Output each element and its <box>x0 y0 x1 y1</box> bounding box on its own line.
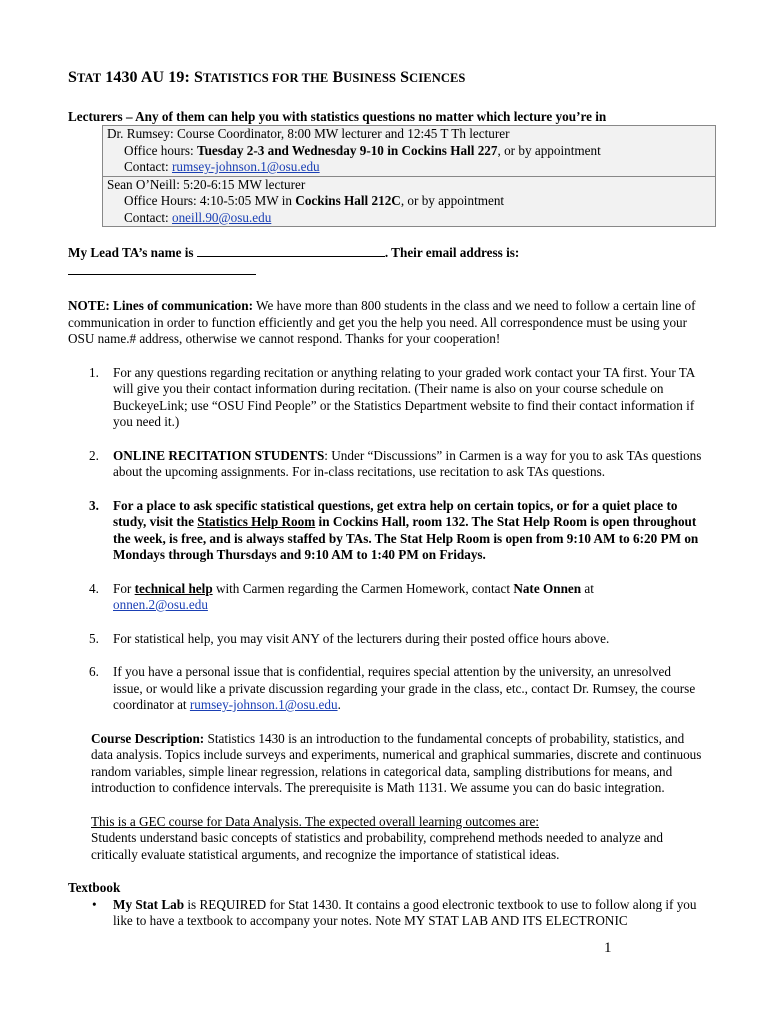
list-item: 2. ONLINE RECITATION STUDENTS: Under “Discussions” in Carmen is a way for you to ask TAs questions about the upcoming assignments. For in-class recitations, use recitation to ask TAs questions. <box>89 447 702 479</box>
list-item: 6. If you have a personal issue that is confidential, requires special attention by the university, an unresolved issue, or would like a private discussion regarding your grade in the class, etc., contact Dr. Rumsey, the course coordinator at rumsey-johnson.1@osu.edu. <box>89 664 696 712</box>
document-page <box>68 70 702 930</box>
textbook-heading: Textbook <box>68 880 121 895</box>
technical-help-link[interactable]: technical help <box>134 580 213 596</box>
list-item: 1. For any questions regarding recitation or anything relating to your graded work contact your TA first. Your TA will give you their contact information during recitation. (Their name is also on your course schedule on BuckeyeLink; use “OSU Find People” or the Statistics Department website to find their contact information if you need it.) <box>89 364 695 429</box>
oneill-office-hours: Office Hours: 4:10-5:05 MW in Cockins Hall 212C, or by appointment <box>124 193 505 208</box>
onnen-email-link[interactable]: onnen.2@osu.edu <box>113 597 208 612</box>
list-item: 4. For technical help with Carmen regarding the Carmen Homework, contact Nate Onnen at onnen.2@osu.edu <box>89 580 594 612</box>
lecturers-table <box>102 125 716 227</box>
ta-email-blank[interactable] <box>68 262 256 275</box>
rumsey-office-hours: Office hours: Tuesday 2-3 and Wednesday 9-10 in Cockins Hall 227, or by appointment <box>124 142 601 158</box>
help-room-link[interactable]: Statistics Help Room <box>197 514 316 529</box>
ta-name-blank[interactable] <box>197 244 385 257</box>
rumsey-email-link[interactable]: rumsey-johnson.1@osu.edu <box>171 159 320 174</box>
lecturers-heading: Lecturers – Any of them can help you with statistics questions no matter which lecture you’re in <box>68 108 607 124</box>
list-item: • My Stat Lab is REQUIRED for Stat 1430. It contains a good electronic textbook to use to follow along if you like to have a textbook to accompany your notes. Note MY STAT LAB AND ITS ELECTRONIC <box>92 896 697 928</box>
coordinator-email-link[interactable]: rumsey-johnson.1@osu.edu <box>189 697 338 712</box>
gec-outcomes <box>91 814 702 864</box>
gec-text: Students understand basic concepts of statistics and probability, comprehend methods needed to analyze and critically evaluate statistical arguments, and recognize the importance of statistical ideas. <box>91 830 663 862</box>
oneill-email-link[interactable]: oneill.90@osu.edu <box>171 209 272 225</box>
rumsey-contact: Contact: rumsey-johnson.1@osu.edu <box>124 159 320 174</box>
lead-ta-line: My Lead TA’s name is . Their email address is: <box>68 244 702 279</box>
page-number: 1 <box>604 940 612 956</box>
oneill-title: Sean O’Neill: 5:20-6:15 MW lecturer <box>107 176 306 192</box>
page-title: STAT 1430 AU 19: STATISTICS FOR THE BUSINESS SCIENCES <box>68 69 466 86</box>
list-item: 5. For statistical help, you may visit ANY of the lecturers during their posted office hours above. <box>89 630 610 646</box>
lecturer-rumsey <box>103 126 715 176</box>
textbook-list <box>68 897 702 930</box>
numbered-list <box>68 365 702 714</box>
oneill-contact: Contact: oneill.90@osu.edu <box>124 209 272 225</box>
list-item: 3. For a place to ask specific statistical questions, get extra help on certain topics, or for a quiet place to study, visit the Statistics Help Room in Cockins Hall, room 132. The Stat Help Room is open throughout the week, is free, and is always staffed by TAs. The Stat Help Room is open from 9:10 AM to 6:20 PM on Mondays through Thursdays and 9:10 AM to 1:40 PM on Fridays. <box>89 497 699 562</box>
bullet-icon: • <box>92 896 97 912</box>
rumsey-title: Dr. Rumsey: Course Coordinator, 8:00 MW lecturer and 12:45 T Th lecturer <box>107 126 510 141</box>
course-description: Course Description: Statistics 1430 is an introduction to the fundamental concepts of probability, statistics, and data analysis. Topics include surveys and experiments, numerical and graphical summaries, discrete and continuous random variables, simple linear regression, relations in categorical data, sampling distributions for means, and introduction to confidence intervals. The prerequisite is Math 1131. We assume you can do basic integration. <box>91 730 702 795</box>
gec-heading: This is a GEC course for Data Analysis. The expected overall learning outcomes are: <box>91 813 539 829</box>
lecturer-oneill <box>103 176 715 227</box>
communication-note: NOTE: Lines of communication: We have more than 800 students in the class and we need to follow a certain line of communication in order to function efficiently and get you the help you need. All correspondence must be using your OSU name.# address, otherwise we cannot respond. Thanks for your cooperation! <box>68 298 696 346</box>
